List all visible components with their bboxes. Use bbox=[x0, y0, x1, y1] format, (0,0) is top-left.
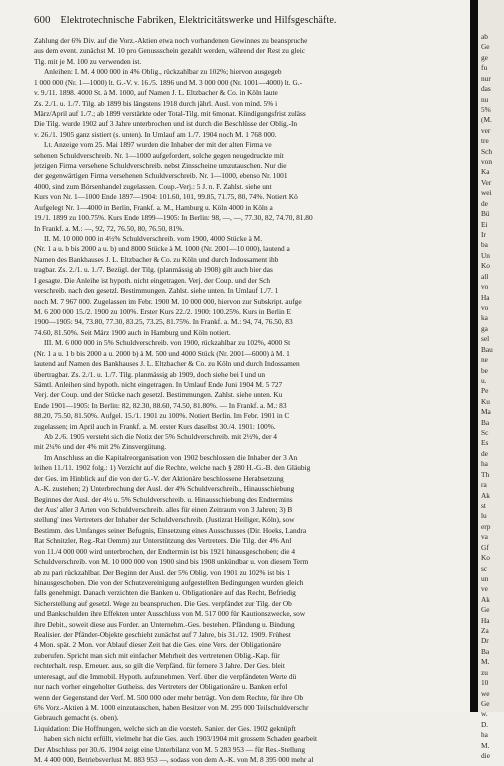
text-line: aus dem event. zunächst M. 10 pro Genussschein gezahlt werden, während der Rest zu gleic bbox=[34, 46, 306, 56]
adjacent-page-fragment: Bau bbox=[481, 344, 493, 354]
page-header bbox=[34, 14, 462, 27]
text-line: Aufgelegt Nr. 1—4000 in Berlin, Frankf. a. M., Hamburg u. Köln 4000 in Köln a bbox=[34, 202, 273, 212]
text-line: Liquidation: Die Hoffnungen, welche sich an die vorsteh. Sanier. der Ges. 1902 geknüpft bbox=[34, 723, 296, 733]
adjacent-page-fragment: nur bbox=[481, 73, 491, 83]
text-line: v. 26./1. 1905 ganz sistiert (s. unten). In Umlauf am 1./7. 1904 noch M. 1 768 000. bbox=[34, 129, 277, 139]
adjacent-page-fragment: be bbox=[481, 365, 488, 375]
adjacent-page-fragment: Ha bbox=[481, 292, 490, 302]
text-line: Kurs von Nr. 1—1000 Ende 1897—1904: 101.60, 101, 99.85, 71.75, 80, 74%. Notiert Kö bbox=[34, 192, 298, 202]
text-line: Zs. 2./1. u. 1./7. Tilg. ab 1899 bis längstens 1918 durch jährl. Ausl. von mind. 5% i bbox=[34, 98, 278, 108]
adjacent-page-fragment: Ka bbox=[481, 167, 490, 177]
adjacent-page-fragment: Ge bbox=[481, 605, 490, 615]
adjacent-page-fragment: lu bbox=[481, 511, 487, 521]
text-line: Rat Schnitzler, Reg.-Rat Oemm) zur Unterstützung des Vertreters. Die Tilg. der 4% Anl bbox=[34, 536, 292, 546]
text-line: 1900—1905: 94, 73.80, 77.30, 83.25, 73.25, 81.75%. In Frankf. a. M.: 94, 74, 76.50, 83 bbox=[34, 317, 293, 327]
adjacent-page-fragment: das bbox=[481, 84, 491, 94]
text-line: Die Tilg. wurde 1902 auf 3 Jahre unterbrochen und ist durch die Beschlüsse der Oblig.-In bbox=[34, 119, 298, 129]
text-line: tragbar. Zs. 2./1. u. 1./7. Bezügl. der Tilg. (planmässig ab 1908) gilt auch hier das bbox=[34, 265, 273, 275]
text-line: Anleihen: I. M. 4 000 000 in 4% Oblig., rückzahlbar zu 102%; hiervon ausgegeb bbox=[44, 67, 282, 77]
text-line: Im Anschluss an die Kapitalreorganisation von 1902 beschlossen die Inhaber der 3 An bbox=[44, 452, 298, 462]
adjacent-page-fragment: Ko bbox=[481, 553, 490, 563]
adjacent-page-fragment: Gf bbox=[481, 542, 489, 552]
text-line: der Ges. im Hinblick auf die von der G.-V. der Aktionäre beschlossene Herabsetzung bbox=[34, 473, 284, 483]
text-line: Namen des Bankhauses J. L. Eltzbacher & Co. zu Köln und durch Indossament ihb bbox=[34, 254, 279, 264]
adjacent-page-fragment: ba bbox=[481, 240, 488, 250]
adjacent-page-fragment: 10 bbox=[481, 678, 489, 688]
text-line: ihre Debit., soweit diese aus Forder. an Unternehm.-Ges. bestehen. Pfändung u. Bindung bbox=[34, 619, 295, 629]
adjacent-page-fragment: ga bbox=[481, 323, 488, 333]
adjacent-page-fragment: erp bbox=[481, 521, 491, 531]
adjacent-page-fragment: u. bbox=[481, 375, 487, 385]
adjacent-page-fragment: sc bbox=[481, 563, 488, 573]
text-line: M. 4 400 000, Betriebsverlust M. 883 953 —, sodass von dem A.-K. von M. 8 395 000 mehr al bbox=[34, 755, 314, 765]
text-line: zugelassen; im April auch in Frankf. a. M. erster Kurs daselbst 30./4. 1901: 100%. bbox=[34, 421, 276, 431]
adjacent-page-fragment: Dr bbox=[481, 636, 489, 646]
adjacent-page-fragment: va bbox=[481, 532, 488, 542]
adjacent-page-fragment: ha bbox=[481, 459, 488, 469]
text-line: v. 9./11. 1898. 4000 St. à M. 1000, auf Namen J. L. Eltzbacher & Co. in Köln laute bbox=[34, 88, 278, 98]
text-line: I gesagte. Die Anleihe ist hypoth. nicht eingetragen. Verj. der Coup. und der Sch bbox=[34, 275, 271, 285]
adjacent-page-fragment: fu bbox=[481, 63, 488, 73]
text-line: 19./1. 1899 zu 100.75%. Kurs Ende 1899—1905: In Berlin: 98, —, —, 77.30, 82, 74.70, 81.80 bbox=[34, 213, 313, 223]
adjacent-page-fragment: Ir bbox=[481, 230, 486, 240]
adjacent-page-fragment: Za bbox=[481, 626, 489, 636]
text-line: der Aus' aller 3 Arten von Schuldverschreib. alles für einen Zeitraum von 3 Jahren; 3) B bbox=[34, 504, 293, 514]
text-line: der gegenwärtigen Firma versehenen Schuldverschreib. Nr. 1—1000, ebenso Nr. 1001 bbox=[34, 171, 288, 181]
adjacent-page-fragment: wei bbox=[481, 188, 492, 198]
adjacent-page-fragment: we bbox=[481, 688, 490, 698]
text-line: Sicherstellung auf gesetzl. Wege zu beanspruchen. Die Ges. verpfändet zur Tilg. der Ob bbox=[34, 598, 292, 608]
adjacent-page-fragment: ra bbox=[481, 480, 487, 490]
page-number: 600 bbox=[34, 14, 51, 26]
text-line: Bestimm. des Umfanges seiner Befugnis, Einsetzung eines Ausschusses (Dir. Hoeks, Landra bbox=[34, 525, 307, 535]
text-line: 6% Vorz.-Aktien à M. 1000 einzutauschen, haben Besitzer von M. 295 000 Teilschuldverschr bbox=[34, 703, 309, 712]
adjacent-page-fragment: von bbox=[481, 157, 493, 167]
text-line: Schuldverschreib. von M. 10 000 000 von 1900 sind bis 1908 unkündbar u. von diesem Term bbox=[34, 557, 309, 567]
text-line: rechterhalt. resp. Erneuer. aus, so gilt die Verpfänd. für fernere 3 Jahre. Der Ges. bleit bbox=[34, 661, 285, 671]
page-gutter bbox=[470, 0, 478, 712]
text-line: stellung' ines Vertreters der Inhaber der Schuldverschreib. (Justizrat Heiliger, Köln), sow bbox=[34, 515, 295, 525]
adjacent-page-fragment: Ko bbox=[481, 261, 490, 271]
adjacent-page-fragment: Ge bbox=[481, 42, 490, 52]
text-line: und Bankschulden ihre Effekten unter Ausschluss von M. 517 000 für Kautionszwecke, sow bbox=[34, 609, 306, 619]
text-line: 1 000 000 (Nr. 1—1000) lt. G.-V. v. 16./5. 1896 und M. 3 000 000 (Nr. 1001—4000) lt. G.- bbox=[34, 77, 303, 87]
text-line: zuberufen. Spricht man sich mit einfacher Mehrheit des vertretenen Oblig.-Kap. für bbox=[34, 650, 280, 660]
adjacent-page-fragment: vo bbox=[481, 282, 489, 292]
adjacent-page-fragment: de bbox=[481, 448, 488, 458]
adjacent-page-fragment: M. bbox=[481, 657, 490, 667]
text-line: 88.20, 75.50, 81.50%. Aufgel. 15./1. 1901 zu 100%. Notiert Berlin. Im Febr. 1901 in C bbox=[34, 411, 290, 421]
text-line: Sämtl. Anleihen sind hypoth. nicht eingetragen. In Umlauf Ende Juni 1904 M. 5 727 bbox=[34, 379, 283, 389]
adjacent-page-edge bbox=[478, 0, 504, 761]
adjacent-page-fragment: Pe bbox=[481, 386, 489, 396]
adjacent-page-fragment: die bbox=[481, 751, 490, 761]
adjacent-page-fragment: 5% bbox=[481, 104, 491, 114]
adjacent-page-fragment: Ver bbox=[481, 177, 492, 187]
text-line: sehenen Schuldverschreib. Nr. 1—1000 aufgefordert, solche gegen neugedruckte mit bbox=[34, 150, 284, 160]
adjacent-page-fragment: Ge bbox=[481, 699, 490, 708]
text-line: III. M. 6 000 000 in 5% Schuldverschreib. von 1900, rückzahlbar zu 102%, 4000 St bbox=[44, 338, 291, 348]
text-line: März/April auf 1./7.; ab 1899 verstärkte oder Total-Tilg. mit 6monat. Kündigungsfrist zuläss bbox=[34, 108, 306, 118]
text-line: Zahlung der 6% Div. auf die Vorz.-Aktien etwa noch vorhandenen Gewinnes zu beanspruche bbox=[34, 36, 308, 45]
text-line: Realisier. der Pfänder-Objekte geschieht zunächst auf 7 Jahre, bis 31./12. 1909. Frühest bbox=[34, 630, 291, 640]
text-line: Der Abschluss per 30./6. 1904 zeigt eine Unterbilanz von M. 5 283 953 — für Res.-Stellung bbox=[34, 744, 306, 754]
text-line: haben sich nicht erfüllt, vielmehr hat die Ges. auch 1903/1904 mit grossem Schaden gearbeit bbox=[44, 734, 318, 744]
text-line: mit 2¼% und der 4% mit 2% Zinsvergütung. bbox=[34, 442, 167, 452]
adjacent-page-fragment: ka bbox=[481, 313, 488, 323]
adjacent-page-fragment: Ma bbox=[481, 407, 491, 417]
text-line: Ab 2./6. 1905 versteht sich die Notiz der 5% Schuldverschreib. mit 2½%, der 4 bbox=[44, 432, 277, 442]
text-line: 4000, sind zum Börsenhandel zugelassen. Coup.-Verj.: 5 J. n. F. Zahlst. siehe unt bbox=[34, 181, 272, 191]
text-line: M. 6 200 000 15./2. 1900 zu 100%. Erster Kurs 22./2. 1900: 100.25%. Kurs in Berlin E bbox=[34, 306, 292, 316]
adjacent-page-fragment: Ak bbox=[481, 594, 490, 604]
text-line: falls genehmigt. Danach verzichten die Banken u. Obligationäre auf das Recht, Befriedig bbox=[34, 588, 296, 598]
text-line: Lt. Anzeige vom 25. Mai 1897 wurden die Inhaber der mit der alten Firma ve bbox=[44, 140, 272, 150]
adjacent-page-fragment: Un bbox=[481, 250, 490, 260]
text-line: hinausgeschoben. Die von der Schutzvereinigung aufgestellten Bedingungen wurden gleich bbox=[34, 577, 304, 587]
text-line: ab zu pari rückzahlbar. Der Beginn der Ausl. der 5% Oblig. von 1901 zu 102% ist bis 1 bbox=[34, 567, 291, 577]
adjacent-page-fragment: w. bbox=[481, 709, 488, 719]
text-line: übertragbar. Zs. 2./1. u. 1./7. Tilg. planmässig ab 1909, doch siehe bei I und un bbox=[34, 369, 266, 379]
adjacent-page-fragment: Bü bbox=[481, 209, 490, 219]
adjacent-page-fragment: ne bbox=[481, 355, 488, 365]
adjacent-page-fragment: M. bbox=[481, 740, 490, 750]
adjacent-page-fragment: Ak bbox=[481, 490, 490, 500]
adjacent-page-fragment: sel bbox=[481, 334, 490, 344]
adjacent-page-fragment: D. bbox=[481, 719, 489, 729]
text-line: wenn der Gegenstand der Verf. M. 500 000 oder mehr beträgt. Von dem Rechte, für ihre Ob bbox=[34, 692, 304, 702]
adjacent-page-fragment: zu bbox=[481, 667, 488, 677]
text-line: A.-K. zustehen; 2) Unterbrechung der Ausl. der 4% Schuldverschreib., Hinausschiebung bbox=[34, 484, 295, 494]
adjacent-page-fragment: Ha bbox=[481, 615, 490, 625]
body-text bbox=[34, 36, 462, 766]
text-line: von 11./4 000 000 wird unterbrochen, der Endtermin ist bis 1921 hinausgeschoben; die 4 bbox=[34, 546, 295, 556]
text-line: (Nr. 1 a u. b bis 2000 a u. b) und 8000 Stücke à M. 1000 (Nr. 2001—10 000), lautend a bbox=[34, 244, 290, 254]
adjacent-page-fragment: Th bbox=[481, 469, 490, 479]
text-line: 4 Mon. spät. 2 Mon. vor Ablauf dieser Zeit hat die Ges. eine Vers. der Obligationäre bbox=[34, 640, 282, 650]
adjacent-page-fragment: Ku bbox=[481, 396, 490, 406]
running-title: Elektrotechnische Fabriken, Elektricitätswerke und Hilfsgeschäfte. bbox=[60, 15, 337, 26]
text-line: (Nr. 1 a u. 1 b bis 2000 a u. 2000 b) à M. 500 und 4000 Stück (Nr. 2001—6000) à M. 1 bbox=[34, 348, 290, 358]
adjacent-page-fragment: Ba bbox=[481, 417, 490, 427]
text-line: noch M. 7 967 000. Zugelassen im Febr. 1900 M. 10 000 000, hiervon zur Subskript. aufge bbox=[34, 296, 302, 306]
adjacent-page-fragment: Ba bbox=[481, 646, 490, 656]
text-line: 74.60, 81.50%. Seit März 1900 auch in Hamburg und Köln notiert. bbox=[34, 327, 231, 337]
adjacent-page-fragment: Sc bbox=[481, 428, 489, 438]
adjacent-page-fragment: tre bbox=[481, 136, 489, 146]
text-line: jetzigen Firma versehene Schuldverschreib. nebst Zinsscheine umzutauschen. Nur die bbox=[34, 161, 287, 171]
adjacent-page-fragment: Sch bbox=[481, 146, 493, 156]
adjacent-page-fragment: de bbox=[481, 198, 488, 208]
adjacent-page-fragment: nu bbox=[481, 94, 489, 104]
adjacent-page-fragment: Es bbox=[481, 438, 489, 448]
text-line: leihen 11./11. 1902 folg.: 1) Verzicht auf die Rechte, welche nach § 280 H.-G.-B. den Gläubig bbox=[34, 463, 311, 473]
text-line: II. M. 10 000 000 in 4½% Schuldverschreib. vom 1900, 4000 Stücke à M. bbox=[44, 234, 263, 244]
adjacent-page-fragment: st bbox=[481, 500, 486, 510]
adjacent-page-fragment: ha bbox=[481, 730, 488, 740]
adjacent-page-fragment: Ei bbox=[481, 219, 488, 229]
adjacent-page-fragment: ab bbox=[481, 32, 488, 41]
adjacent-page-fragment: vo bbox=[481, 302, 489, 312]
text-line: Gebrauch gemacht (s. oben). bbox=[34, 713, 119, 723]
text-line: Ende 1901—1905: In Berlin: 82, 82.30, 88.60, 74.50, 81.80%. — In Frankf. a. M.: 83 bbox=[34, 400, 287, 410]
adjacent-page-fragment: (M. bbox=[481, 115, 492, 125]
adjacent-page-fragment: un bbox=[481, 573, 489, 583]
text-line: Beginnes der Ausl. der 4½ u. 5% Schuldverschreib. u. Hinausschiebung des Endtermins bbox=[34, 494, 293, 504]
text-line: Verj. der Coup. und der Stücke nach gesetzl. Bestimmungen. Zahlst. siehe unten. Ku bbox=[34, 390, 283, 400]
text-line: verschreib. nach den gesetzl. Bestimmungen. Zahlst. siehe unten. In Umlauf 1./7. 1 bbox=[34, 286, 279, 296]
adjacent-page-fragment: ve bbox=[481, 584, 488, 594]
text-line: In Frankf. a. M.: —, 92, 72, 76.50, 80, 76.50, 81%. bbox=[34, 223, 185, 233]
adjacent-page-fragment: ge bbox=[481, 52, 488, 62]
text-line: nur nach vorher eingeholter Gutheiss. des Vertreters der Obligationäre u. Banken erfol bbox=[34, 682, 288, 692]
adjacent-page-fragment: ver bbox=[481, 125, 491, 135]
text-line: Tlg. mit je M. 100 zu verwenden ist. bbox=[34, 56, 142, 66]
text-line: lautend auf Namen des Bankhauses J. L. Eltzbacher & Co. zu Köln und durch Indossamen bbox=[34, 359, 300, 369]
text-line: unteresagt, auf die Immobil. Hypoth. aufzunehmen. Verf. über die verpfändeten Werte dü bbox=[34, 671, 297, 681]
adjacent-page-fragment: all bbox=[481, 271, 489, 281]
